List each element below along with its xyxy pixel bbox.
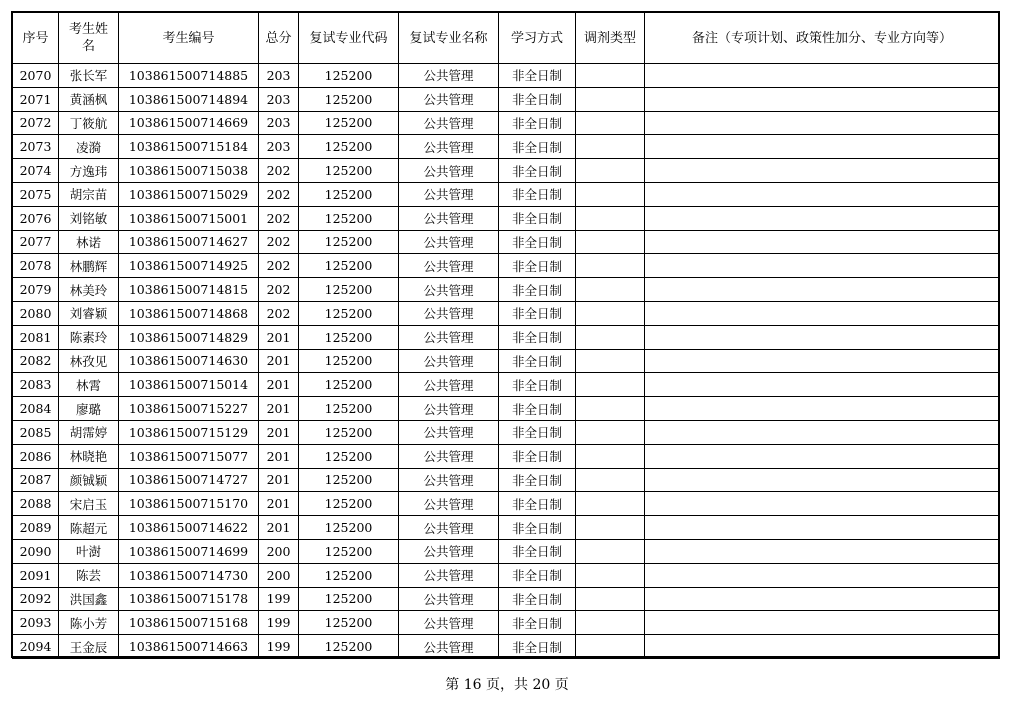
cell-candidate-id: 103861500714699	[119, 539, 259, 563]
table-row	[13, 64, 1000, 88]
cell-candidate-name: 廖璐	[59, 397, 119, 421]
table-row	[13, 611, 1000, 635]
cell-major-code: 125200	[299, 64, 399, 88]
cell-remarks	[645, 563, 1000, 587]
cell-major-code: 125200	[299, 492, 399, 516]
header-total-score: 总分	[259, 13, 299, 64]
table-row	[13, 254, 1000, 278]
cell-study-mode: 非全日制	[499, 349, 576, 373]
cell-major-code: 125200	[299, 111, 399, 135]
cell-adjustment-type	[576, 539, 645, 563]
cell-study-mode: 非全日制	[499, 301, 576, 325]
cell-candidate-name: 陈小芳	[59, 611, 119, 635]
cell-candidate-id: 103861500715001	[119, 206, 259, 230]
cell-candidate-id: 103861500714622	[119, 516, 259, 540]
cell-adjustment-type	[576, 611, 645, 635]
cell-major-code: 125200	[299, 325, 399, 349]
table-row	[13, 349, 1000, 373]
cell-candidate-name: 颜铖颖	[59, 468, 119, 492]
cell-study-mode: 非全日制	[499, 206, 576, 230]
cell-major-name: 公共管理	[399, 230, 499, 254]
cell-total-score: 201	[259, 373, 299, 397]
cell-candidate-name: 王金辰	[59, 635, 119, 659]
cell-adjustment-type	[576, 587, 645, 611]
cell-adjustment-type	[576, 159, 645, 183]
cell-study-mode: 非全日制	[499, 182, 576, 206]
cell-major-code: 125200	[299, 373, 399, 397]
cell-candidate-name: 凌漪	[59, 135, 119, 159]
cell-candidate-name: 陈超元	[59, 516, 119, 540]
cell-candidate-name: 陈芸	[59, 563, 119, 587]
cell-adjustment-type	[576, 325, 645, 349]
cell-adjustment-type	[576, 182, 645, 206]
cell-candidate-id: 103861500715029	[119, 182, 259, 206]
cell-adjustment-type	[576, 468, 645, 492]
cell-remarks	[645, 230, 1000, 254]
cell-total-score: 202	[259, 182, 299, 206]
cell-total-score: 201	[259, 420, 299, 444]
cell-serial-number: 2071	[13, 87, 59, 111]
cell-serial-number: 2086	[13, 444, 59, 468]
table-row	[13, 206, 1000, 230]
cell-major-name: 公共管理	[399, 373, 499, 397]
cell-remarks	[645, 444, 1000, 468]
cell-candidate-id: 103861500714630	[119, 349, 259, 373]
cell-study-mode: 非全日制	[499, 516, 576, 540]
cell-total-score: 201	[259, 492, 299, 516]
cell-major-code: 125200	[299, 206, 399, 230]
cell-major-name: 公共管理	[399, 182, 499, 206]
table-row	[13, 563, 1000, 587]
cell-adjustment-type	[576, 397, 645, 421]
cell-major-name: 公共管理	[399, 87, 499, 111]
header-major-name: 复试专业名称	[399, 13, 499, 64]
cell-major-name: 公共管理	[399, 111, 499, 135]
cell-candidate-name: 林鹏辉	[59, 254, 119, 278]
cell-remarks	[645, 325, 1000, 349]
cell-study-mode: 非全日制	[499, 230, 576, 254]
cell-remarks	[645, 420, 1000, 444]
cell-remarks	[645, 587, 1000, 611]
table-row	[13, 397, 1000, 421]
cell-candidate-id: 103861500715227	[119, 397, 259, 421]
cell-major-code: 125200	[299, 230, 399, 254]
cell-study-mode: 非全日制	[499, 444, 576, 468]
cell-candidate-name: 洪国鑫	[59, 587, 119, 611]
cell-candidate-name: 丁筱航	[59, 111, 119, 135]
cell-candidate-name: 林孜见	[59, 349, 119, 373]
cell-adjustment-type	[576, 254, 645, 278]
cell-serial-number: 2073	[13, 135, 59, 159]
cell-major-code: 125200	[299, 516, 399, 540]
cell-remarks	[645, 301, 1000, 325]
cell-major-name: 公共管理	[399, 468, 499, 492]
cell-total-score: 201	[259, 516, 299, 540]
cell-major-name: 公共管理	[399, 444, 499, 468]
cell-adjustment-type	[576, 516, 645, 540]
cell-candidate-id: 103861500715170	[119, 492, 259, 516]
cell-study-mode: 非全日制	[499, 373, 576, 397]
cell-major-name: 公共管理	[399, 563, 499, 587]
cell-remarks	[645, 278, 1000, 302]
cell-major-code: 125200	[299, 444, 399, 468]
cell-candidate-name: 林霄	[59, 373, 119, 397]
cell-major-name: 公共管理	[399, 420, 499, 444]
cell-candidate-id: 103861500715129	[119, 420, 259, 444]
cell-total-score: 199	[259, 635, 299, 659]
cell-candidate-name: 刘睿颖	[59, 301, 119, 325]
cell-major-name: 公共管理	[399, 397, 499, 421]
cell-major-code: 125200	[299, 182, 399, 206]
table-row	[13, 516, 1000, 540]
cell-remarks	[645, 87, 1000, 111]
table-row	[13, 587, 1000, 611]
cell-remarks	[645, 611, 1000, 635]
cell-candidate-name: 张长军	[59, 64, 119, 88]
cell-remarks	[645, 349, 1000, 373]
page-number-footer: 第 16 页，共 20 页	[445, 677, 569, 693]
cell-serial-number: 2090	[13, 539, 59, 563]
cell-serial-number: 2081	[13, 325, 59, 349]
cell-remarks	[645, 635, 1000, 659]
cell-major-code: 125200	[299, 135, 399, 159]
cell-major-name: 公共管理	[399, 492, 499, 516]
cell-adjustment-type	[576, 111, 645, 135]
cell-candidate-id: 103861500714894	[119, 87, 259, 111]
cell-total-score: 203	[259, 64, 299, 88]
cell-adjustment-type	[576, 349, 645, 373]
cell-remarks	[645, 111, 1000, 135]
cell-serial-number: 2079	[13, 278, 59, 302]
cell-major-code: 125200	[299, 87, 399, 111]
cell-total-score: 201	[259, 397, 299, 421]
table-row	[13, 444, 1000, 468]
header-candidate-name: 考生姓名	[59, 13, 119, 64]
cell-candidate-id: 103861500714925	[119, 254, 259, 278]
cell-serial-number: 2094	[13, 635, 59, 659]
cell-study-mode: 非全日制	[499, 492, 576, 516]
cell-study-mode: 非全日制	[499, 87, 576, 111]
table-row	[13, 539, 1000, 563]
cell-candidate-name: 林美玲	[59, 278, 119, 302]
cell-total-score: 200	[259, 539, 299, 563]
table-row	[13, 420, 1000, 444]
table-row	[13, 278, 1000, 302]
table-row	[13, 182, 1000, 206]
cell-candidate-name: 叶澍	[59, 539, 119, 563]
cell-major-code: 125200	[299, 635, 399, 659]
cell-serial-number: 2070	[13, 64, 59, 88]
header-adjustment-type: 调剂类型	[576, 13, 645, 64]
cell-serial-number: 2092	[13, 587, 59, 611]
table-row	[13, 111, 1000, 135]
cell-major-name: 公共管理	[399, 539, 499, 563]
cell-candidate-name: 陈素玲	[59, 325, 119, 349]
cell-total-score: 201	[259, 444, 299, 468]
table-row	[13, 325, 1000, 349]
header-serial-number: 序号	[13, 13, 59, 64]
cell-serial-number: 2082	[13, 349, 59, 373]
cell-remarks	[645, 64, 1000, 88]
admission-list-table-wrapper	[12, 12, 999, 659]
cell-remarks	[645, 254, 1000, 278]
cell-study-mode: 非全日制	[499, 468, 576, 492]
cell-candidate-id: 103861500714730	[119, 563, 259, 587]
cell-adjustment-type	[576, 278, 645, 302]
cell-major-name: 公共管理	[399, 206, 499, 230]
table-header-row	[13, 13, 1000, 64]
cell-major-code: 125200	[299, 587, 399, 611]
cell-total-score: 203	[259, 135, 299, 159]
cell-serial-number: 2088	[13, 492, 59, 516]
cell-serial-number: 2091	[13, 563, 59, 587]
cell-remarks	[645, 492, 1000, 516]
cell-major-code: 125200	[299, 301, 399, 325]
cell-total-score: 202	[259, 159, 299, 183]
cell-candidate-id: 103861500715014	[119, 373, 259, 397]
cell-major-name: 公共管理	[399, 278, 499, 302]
cell-study-mode: 非全日制	[499, 611, 576, 635]
cell-serial-number: 2078	[13, 254, 59, 278]
cell-major-code: 125200	[299, 611, 399, 635]
cell-total-score: 201	[259, 468, 299, 492]
cell-major-code: 125200	[299, 468, 399, 492]
cell-major-name: 公共管理	[399, 611, 499, 635]
cell-study-mode: 非全日制	[499, 539, 576, 563]
cell-adjustment-type	[576, 635, 645, 659]
cell-candidate-name: 胡宗苗	[59, 182, 119, 206]
cell-candidate-id: 103861500714885	[119, 64, 259, 88]
header-major-code: 复试专业代码	[299, 13, 399, 64]
cell-study-mode: 非全日制	[499, 254, 576, 278]
table-row	[13, 230, 1000, 254]
cell-total-score: 203	[259, 111, 299, 135]
cell-major-name: 公共管理	[399, 516, 499, 540]
table-row	[13, 492, 1000, 516]
cell-remarks	[645, 516, 1000, 540]
cell-major-name: 公共管理	[399, 349, 499, 373]
cell-study-mode: 非全日制	[499, 635, 576, 659]
cell-adjustment-type	[576, 135, 645, 159]
cell-major-name: 公共管理	[399, 587, 499, 611]
cell-serial-number: 2093	[13, 611, 59, 635]
cell-adjustment-type	[576, 492, 645, 516]
cell-serial-number: 2080	[13, 301, 59, 325]
cell-major-code: 125200	[299, 159, 399, 183]
cell-serial-number: 2083	[13, 373, 59, 397]
cell-serial-number: 2085	[13, 420, 59, 444]
cell-study-mode: 非全日制	[499, 420, 576, 444]
cell-remarks	[645, 182, 1000, 206]
cell-candidate-id: 103861500715184	[119, 135, 259, 159]
cell-serial-number: 2075	[13, 182, 59, 206]
table-row	[13, 87, 1000, 111]
cell-major-code: 125200	[299, 349, 399, 373]
cell-study-mode: 非全日制	[499, 64, 576, 88]
cell-major-code: 125200	[299, 254, 399, 278]
cell-serial-number: 2072	[13, 111, 59, 135]
cell-candidate-name: 林晓艳	[59, 444, 119, 468]
cell-major-name: 公共管理	[399, 64, 499, 88]
cell-adjustment-type	[576, 64, 645, 88]
cell-major-code: 125200	[299, 397, 399, 421]
cell-remarks	[645, 468, 1000, 492]
cell-total-score: 201	[259, 349, 299, 373]
cell-total-score: 202	[259, 301, 299, 325]
cell-candidate-id: 103861500715178	[119, 587, 259, 611]
cell-major-name: 公共管理	[399, 325, 499, 349]
cell-total-score: 202	[259, 206, 299, 230]
cell-adjustment-type	[576, 230, 645, 254]
cell-remarks	[645, 373, 1000, 397]
cell-major-name: 公共管理	[399, 301, 499, 325]
cell-total-score: 199	[259, 611, 299, 635]
cell-major-code: 125200	[299, 563, 399, 587]
admission-list-table	[12, 12, 1000, 659]
table-body	[13, 64, 1000, 659]
cell-remarks	[645, 206, 1000, 230]
cell-study-mode: 非全日制	[499, 111, 576, 135]
cell-candidate-id: 103861500715168	[119, 611, 259, 635]
cell-study-mode: 非全日制	[499, 159, 576, 183]
cell-candidate-name: 刘铭敏	[59, 206, 119, 230]
cell-remarks	[645, 539, 1000, 563]
cell-serial-number: 2076	[13, 206, 59, 230]
cell-candidate-id: 103861500714669	[119, 111, 259, 135]
cell-total-score: 202	[259, 254, 299, 278]
cell-candidate-id: 103861500714663	[119, 635, 259, 659]
table-row	[13, 468, 1000, 492]
cell-adjustment-type	[576, 87, 645, 111]
cell-adjustment-type	[576, 563, 645, 587]
cell-candidate-id: 103861500714627	[119, 230, 259, 254]
cell-study-mode: 非全日制	[499, 397, 576, 421]
cell-study-mode: 非全日制	[499, 278, 576, 302]
cell-candidate-id: 103861500714829	[119, 325, 259, 349]
cell-total-score: 199	[259, 587, 299, 611]
cell-study-mode: 非全日制	[499, 135, 576, 159]
cell-adjustment-type	[576, 420, 645, 444]
cell-candidate-name: 林诺	[59, 230, 119, 254]
cell-candidate-id: 103861500715077	[119, 444, 259, 468]
header-study-mode: 学习方式	[499, 13, 576, 64]
cell-total-score: 200	[259, 563, 299, 587]
cell-study-mode: 非全日制	[499, 325, 576, 349]
cell-serial-number: 2074	[13, 159, 59, 183]
cell-serial-number: 2084	[13, 397, 59, 421]
cell-serial-number: 2087	[13, 468, 59, 492]
cell-remarks	[645, 159, 1000, 183]
cell-remarks	[645, 135, 1000, 159]
cell-adjustment-type	[576, 444, 645, 468]
cell-total-score: 202	[259, 278, 299, 302]
cell-major-code: 125200	[299, 420, 399, 444]
cell-adjustment-type	[576, 301, 645, 325]
cell-major-name: 公共管理	[399, 635, 499, 659]
cell-major-code: 125200	[299, 278, 399, 302]
table-row	[13, 373, 1000, 397]
cell-total-score: 203	[259, 87, 299, 111]
header-remarks: 备注（专项计划、政策性加分、专业方向等）	[645, 13, 1000, 64]
cell-major-name: 公共管理	[399, 135, 499, 159]
cell-candidate-name: 胡霈婷	[59, 420, 119, 444]
cell-candidate-id: 103861500714727	[119, 468, 259, 492]
cell-adjustment-type	[576, 373, 645, 397]
cell-total-score: 201	[259, 325, 299, 349]
header-candidate-id: 考生编号	[119, 13, 259, 64]
cell-adjustment-type	[576, 206, 645, 230]
table-row	[13, 635, 1000, 659]
cell-serial-number: 2089	[13, 516, 59, 540]
cell-candidate-name: 方逸玮	[59, 159, 119, 183]
cell-serial-number: 2077	[13, 230, 59, 254]
cell-remarks	[645, 397, 1000, 421]
table-row	[13, 135, 1000, 159]
cell-major-name: 公共管理	[399, 254, 499, 278]
cell-total-score: 202	[259, 230, 299, 254]
cell-study-mode: 非全日制	[499, 563, 576, 587]
table-row	[13, 159, 1000, 183]
cell-candidate-name: 宋启玉	[59, 492, 119, 516]
cell-major-name: 公共管理	[399, 159, 499, 183]
cell-candidate-id: 103861500714868	[119, 301, 259, 325]
cell-study-mode: 非全日制	[499, 587, 576, 611]
cell-candidate-id: 103861500715038	[119, 159, 259, 183]
cell-candidate-name: 黄涵枫	[59, 87, 119, 111]
cell-major-code: 125200	[299, 539, 399, 563]
cell-candidate-id: 103861500714815	[119, 278, 259, 302]
table-row	[13, 301, 1000, 325]
